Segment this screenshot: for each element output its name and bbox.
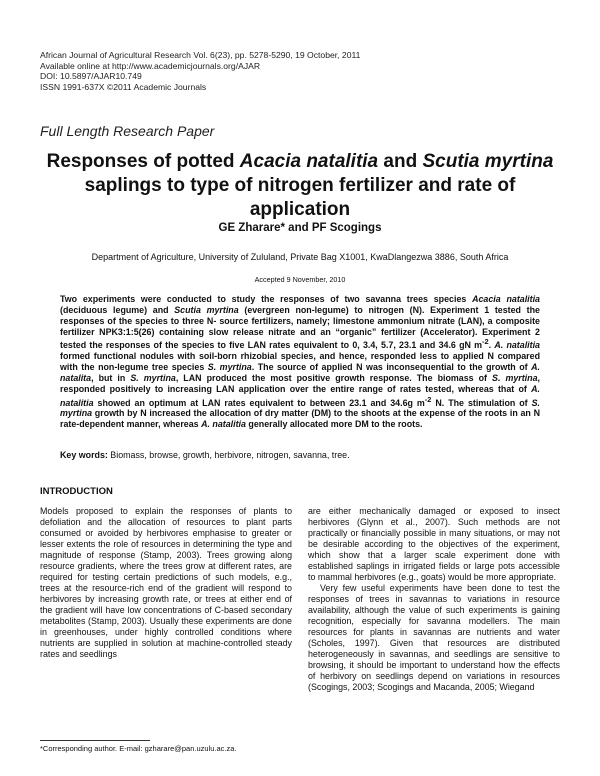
journal-citation-line: African Journal of Agricultural Research Vol. 6(23), pp. 5278-5290, 19 October, 2011: [40, 50, 361, 60]
affiliation: Department of Agriculture, University of Zululand, Private Bag X1001, KwaDlangezwa 3886, South Africa: [91, 252, 509, 262]
author-list: [40, 222, 560, 234]
journal-doi-line: DOI: 10.5897/AJAR10.749: [40, 71, 142, 82]
abstract-text: N. The stimulation of: [431, 397, 532, 408]
abstract-species: S. myrtina: [207, 362, 252, 373]
keywords-text: Biomass, browse, growth, herbivore, nitrogen, savanna, tree.: [107, 450, 350, 460]
keywords-label: Key words:: [60, 450, 108, 460]
paragraph: are either mechanically damaged or exposed to insect herbivores (Glynn et al., 2007). Such methods are not practically or financially possible in many situations, or may not be desirable according to the objectives of the experiment, which show that a larger scale experiment done with established saplings in irrigated fields or large pots accessible to mammal herbivores (e.g., goats) would be more appropriate.: [308, 506, 560, 582]
abstract-text: showed an optimum at LAN rates equivalent to between 23.1 and 34.6g m: [93, 397, 425, 408]
abstract-text: Two experiments were conducted to study the responses of two savanna trees species: [60, 294, 473, 304]
abstract-species: A. natalitia: [494, 340, 540, 351]
text-column-left: [40, 506, 292, 660]
paragraph: Models proposed to explain the responses of plants to defoliation and the allocation of resources to plant parts consumed or avoided by herbivores emphasise to greater or lesser extents the role of resources in determining the type and magnitude of response (Stamp, 2003). Trees growing along resource gradients, where the trees grow at different rates, are required for testing certain predictions of such models, e.g., trees at the resource-rich end of the gradient will respond to herbivores by increasing growth rate, or trees at either end of the gradient will have low concentrations of C-based secondary metabolites (Stamp, 2003). Usually these experiments are done in greenhouses, under highly controlled conditions where nutrients are supplied in solution at machine-controlled steady rates and seedlings: [40, 506, 292, 659]
abstract-text: , but in: [91, 372, 131, 383]
abstract-species: S. myrtina: [492, 372, 538, 383]
abstract-species: A. natalita: [60, 362, 540, 383]
abstract-species: S. myrtina: [130, 372, 176, 383]
title-species-2: Scutia myrtina: [422, 151, 554, 172]
keywords: [60, 450, 540, 460]
footnote-divider: [40, 740, 150, 741]
abstract-superscript: -2: [424, 394, 432, 404]
accepted-date: Accepted 9 November, 2010: [254, 275, 346, 284]
paragraph: Very few useful experiments have been done to test the responses of trees in savannas to variations in resource availability, although the value of such experiments is gaining recognition, especially for savanna modellers. The main resources for plants in savannas are nutrients and water (Scholes, 1997). Given that resources are distributed heterogeneously in savannas, and seedlings are sensitive to browsing, it should be important to understand how the effects of herbivory on seedlings depend on variations in resources (Scogings, 2003; Scogings and Macanda, 2005; Wiegand: [308, 583, 560, 692]
title-text: Responses of potted: [46, 151, 240, 172]
abstract-species: Scutia myrtina: [174, 304, 239, 315]
abstract-text: , responded positively to increasing LAN application over the entire range of rates tested, whereas that of: [60, 372, 540, 394]
paper-type-label: Full Length Research Paper: [40, 123, 215, 139]
title-text: saplings to type of nitrogen fertilizer and rate of application: [84, 175, 516, 220]
abstract-text: growth by N increased the allocation of dry matter (DM) to the shoots at the expense of the roots in an N rate-dependent manner, whereas: [60, 408, 540, 430]
abstract-text: . The source of applied N was inconsequential to the growth of: [251, 362, 532, 373]
author-name: PF Scogings: [311, 222, 382, 234]
journal-citation: [40, 50, 360, 92]
text-column-right: [308, 506, 560, 693]
paper-title: [40, 150, 560, 222]
journal-issn-line: ISSN 1991-637X ©2011 Academic Journals: [40, 81, 207, 92]
title-text: and: [378, 151, 423, 172]
corresponding-author-footnote: *Corresponding author. E-mail: gzharare@pan.uzulu.ac.za.: [40, 744, 237, 753]
abstract-text: (deciduous legume) and: [60, 304, 175, 315]
abstract-text: formed functional nodules with soil-born rhizobial species, and hence, responded less to applied N compared with the non-legume tree species: [60, 351, 540, 373]
abstract-species: A. natalitia: [201, 419, 246, 430]
section-heading-introduction: INTRODUCTION: [40, 486, 113, 497]
abstract-species: Acacia natalitia: [472, 294, 540, 304]
author-name: GE Zharare: [218, 222, 281, 234]
journal-url-line: Available online at http://www.academicjournals.org/AJAR: [40, 60, 261, 71]
abstract-superscript: -2: [482, 337, 489, 347]
abstract-text: .: [488, 340, 495, 351]
abstract-text: , LAN produced the most positive growth response. The biomass of: [175, 372, 493, 383]
abstract-text: generally allocated more DM to the roots.: [245, 419, 423, 430]
abstract-text: (evergreen non-legume) to nitrogen (N). Experiment 1 tested the responses of the species to three N- source fertilizers, namely; limestone ammonium nitrate (LAN), a composite fertilizer NPK3:1:5(26) containing slow release nitrate and an “organic” fertilizer (Accelerator). Experiment 2 tested the responses of the species to five LAN rates equivalent to 0, 3.4, 5.7, 23.1 and 34.6 gN m: [60, 304, 540, 351]
corresponding-mark: *: [280, 222, 285, 234]
abstract-species: S. myrtina: [60, 397, 540, 419]
abstract-species: A. natalitia: [60, 383, 540, 408]
author-separator: and: [284, 222, 312, 234]
abstract: [60, 294, 540, 430]
title-species-1: Acacia natalitia: [239, 151, 379, 172]
